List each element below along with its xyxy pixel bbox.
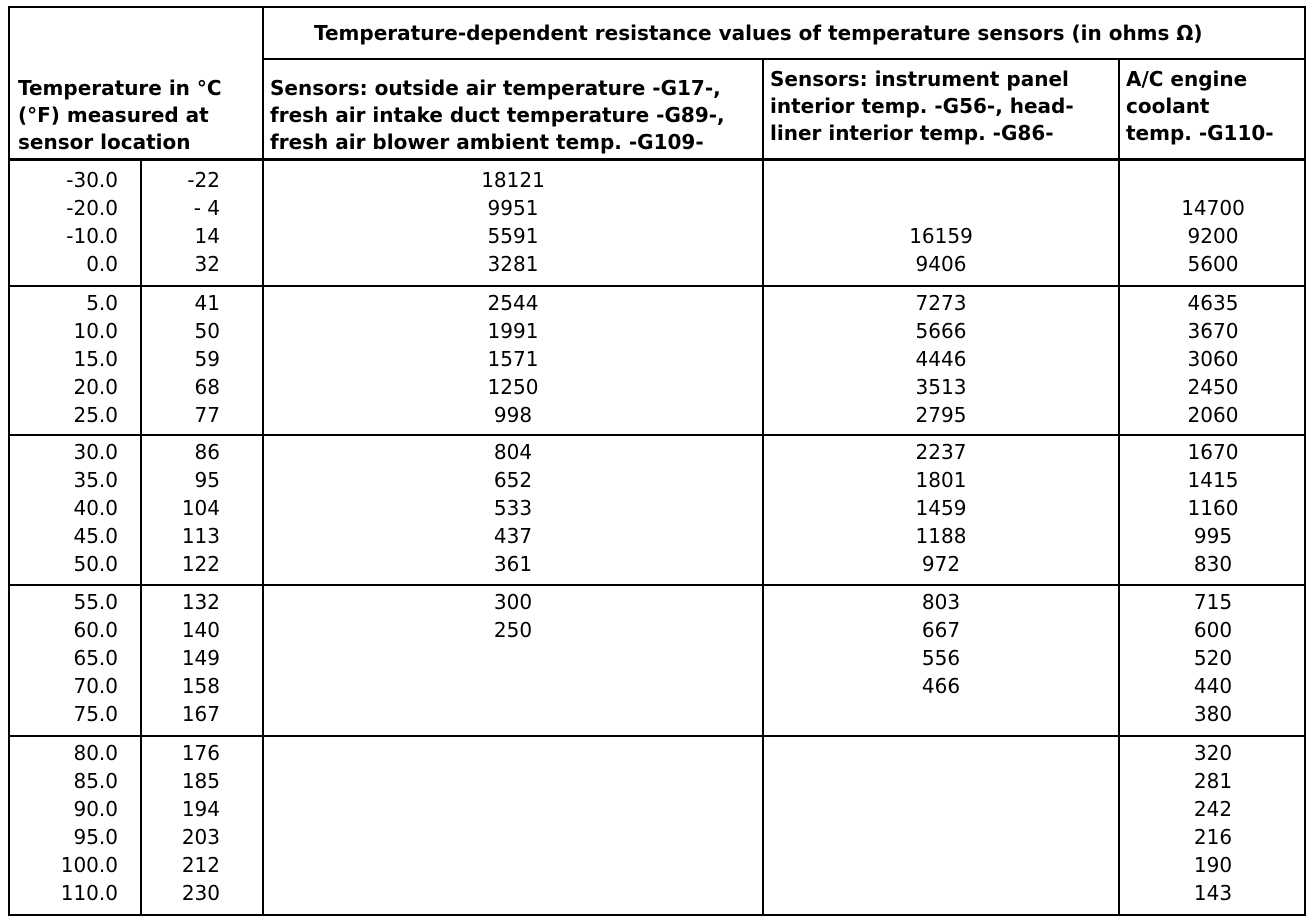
cell-sensor-2: 1188 [915,524,967,548]
cell-celsius: 95.0 [73,825,118,849]
col-header-3-line-2: coolant [1126,94,1210,118]
cell-celsius: 25.0 [73,403,118,427]
cell-sensor-1: 250 [493,618,533,642]
cell-fahrenheit: 113 [181,524,220,548]
cell-celsius: 85.0 [73,769,118,793]
cell-sensor-1: 437 [493,524,533,548]
row-header-line-1: Temperature in °C [18,76,222,100]
cell-fahrenheit: 230 [181,881,220,905]
cell-sensor-3: 715 [1193,590,1233,614]
cell-fahrenheit: 50 [194,319,220,343]
cell-sensor-2: 3513 [915,375,967,399]
cell-sensor-3: 216 [1193,825,1233,849]
cell-celsius: -20.0 [66,196,118,220]
cell-fahrenheit: 158 [181,674,220,698]
cell-sensor-3: 14700 [1181,196,1245,220]
divider-group-4 [8,735,1306,737]
cell-sensor-3: 830 [1193,552,1233,576]
cell-fahrenheit: 95 [194,468,220,492]
cell-sensor-2: 1801 [915,468,967,492]
cell-sensor-1: 361 [493,552,533,576]
cell-sensor-1: 804 [493,440,533,464]
cell-celsius: 110.0 [60,881,118,905]
cell-sensor-3: 1160 [1187,496,1239,520]
cell-fahrenheit: 212 [181,853,220,877]
cell-sensor-3: 1415 [1187,468,1239,492]
cell-celsius: -10.0 [66,224,118,248]
cell-sensor-3: 143 [1193,881,1233,905]
col-header-2-line-1: Sensors: instrument panel [770,67,1069,91]
divider-group-2 [8,434,1306,436]
divider-celsius-fahrenheit [140,160,142,916]
divider-sensors-left [262,6,264,916]
cell-sensor-2: 4446 [915,347,967,371]
cell-sensor-1: 300 [493,590,533,614]
cell-sensor-1: 2544 [487,291,539,315]
row-header-line-3: sensor location [18,130,191,154]
cell-celsius: 0.0 [86,252,118,276]
cell-fahrenheit: 167 [181,702,220,726]
cell-fahrenheit: - 4 [193,196,220,220]
cell-sensor-2: 2237 [915,440,967,464]
cell-celsius: 90.0 [73,797,118,821]
row-header-line-2: (°F) measured at [18,103,209,127]
cell-celsius: 30.0 [73,440,118,464]
cell-sensor-3: 2060 [1187,403,1239,427]
divider-group-3 [8,584,1306,586]
cell-sensor-2: 7273 [915,291,967,315]
cell-sensor-2: 803 [921,590,961,614]
cell-sensor-1: 1991 [487,319,539,343]
divider-header-body [8,158,1306,161]
cell-sensor-2: 16159 [909,224,973,248]
cell-celsius: 100.0 [60,853,118,877]
cell-sensor-3: 4635 [1187,291,1239,315]
cell-sensor-3: 440 [1193,674,1233,698]
cell-fahrenheit: 41 [194,291,220,315]
cell-sensor-2: 5666 [915,319,967,343]
cell-celsius: 80.0 [73,741,118,765]
cell-sensor-3: 520 [1193,646,1233,670]
cell-sensor-1: 1250 [487,375,539,399]
cell-fahrenheit: 185 [181,769,220,793]
cell-sensor-2: 972 [921,552,961,576]
cell-sensor-3: 600 [1193,618,1233,642]
cell-fahrenheit: 77 [194,403,220,427]
cell-sensor-2: 2795 [915,403,967,427]
cell-celsius: 10.0 [73,319,118,343]
cell-sensor-3: 9200 [1187,224,1239,248]
cell-celsius: 60.0 [73,618,118,642]
cell-sensor-3: 995 [1193,524,1233,548]
cell-sensor-3: 242 [1193,797,1233,821]
col-header-3-line-3: temp. -G110- [1126,121,1274,145]
col-header-3-line-1: A/C engine [1126,67,1248,91]
cell-sensor-1: 652 [493,468,533,492]
cell-celsius: 65.0 [73,646,118,670]
cell-sensor-2: 9406 [915,252,967,276]
cell-sensor-1: 1571 [487,347,539,371]
cell-sensor-1: 18121 [481,168,545,192]
cell-celsius: 50.0 [73,552,118,576]
cell-celsius: 75.0 [73,702,118,726]
cell-celsius: 20.0 [73,375,118,399]
cell-fahrenheit: 68 [194,375,220,399]
cell-fahrenheit: 203 [181,825,220,849]
divider-sensor-2-3 [1118,60,1120,916]
cell-sensor-1: 3281 [487,252,539,276]
cell-sensor-1: 5591 [487,224,539,248]
cell-fahrenheit: 140 [181,618,220,642]
divider-sensor-1-2 [762,60,764,916]
col-header-2-line-2: interior temp. -G56-, head- [770,94,1074,118]
cell-celsius: -30.0 [66,168,118,192]
cell-celsius: 5.0 [86,291,118,315]
cell-sensor-2: 1459 [915,496,967,520]
cell-fahrenheit: -22 [187,168,220,192]
cell-celsius: 40.0 [73,496,118,520]
col-header-1-line-3: fresh air blower ambient temp. -G109- [270,130,704,154]
cell-celsius: 15.0 [73,347,118,371]
cell-sensor-3: 2450 [1187,375,1239,399]
divider-group-1 [8,285,1306,287]
cell-celsius: 55.0 [73,590,118,614]
table-title: Temperature-dependent resistance values of temperature sensors (in ohms Ω) [314,21,1203,45]
cell-sensor-3: 3670 [1187,319,1239,343]
cell-sensor-3: 190 [1193,853,1233,877]
cell-sensor-3: 5600 [1187,252,1239,276]
cell-fahrenheit: 59 [194,347,220,371]
cell-sensor-3: 281 [1193,769,1233,793]
cell-fahrenheit: 132 [181,590,220,614]
cell-sensor-2: 667 [921,618,961,642]
cell-sensor-3: 320 [1193,741,1233,765]
cell-sensor-1: 998 [493,403,533,427]
cell-sensor-1: 9951 [487,196,539,220]
cell-celsius: 70.0 [73,674,118,698]
cell-celsius: 35.0 [73,468,118,492]
cell-sensor-3: 1670 [1187,440,1239,464]
cell-sensor-2: 556 [921,646,961,670]
col-header-2-line-3: liner interior temp. -G86- [770,121,1054,145]
cell-fahrenheit: 149 [181,646,220,670]
cell-fahrenheit: 176 [181,741,220,765]
cell-fahrenheit: 104 [181,496,220,520]
cell-sensor-3: 3060 [1187,347,1239,371]
cell-fahrenheit: 194 [181,797,220,821]
cell-fahrenheit: 122 [181,552,220,576]
divider-title-row [262,58,1306,60]
cell-celsius: 45.0 [73,524,118,548]
cell-fahrenheit: 14 [194,224,220,248]
cell-sensor-2: 466 [921,674,961,698]
col-header-1-line-1: Sensors: outside air temperature -G17-, [270,76,721,100]
cell-sensor-1: 533 [493,496,533,520]
col-header-1-line-2: fresh air intake duct temperature -G89-, [270,103,725,127]
cell-sensor-3: 380 [1193,702,1233,726]
cell-fahrenheit: 86 [194,440,220,464]
cell-fahrenheit: 32 [194,252,220,276]
